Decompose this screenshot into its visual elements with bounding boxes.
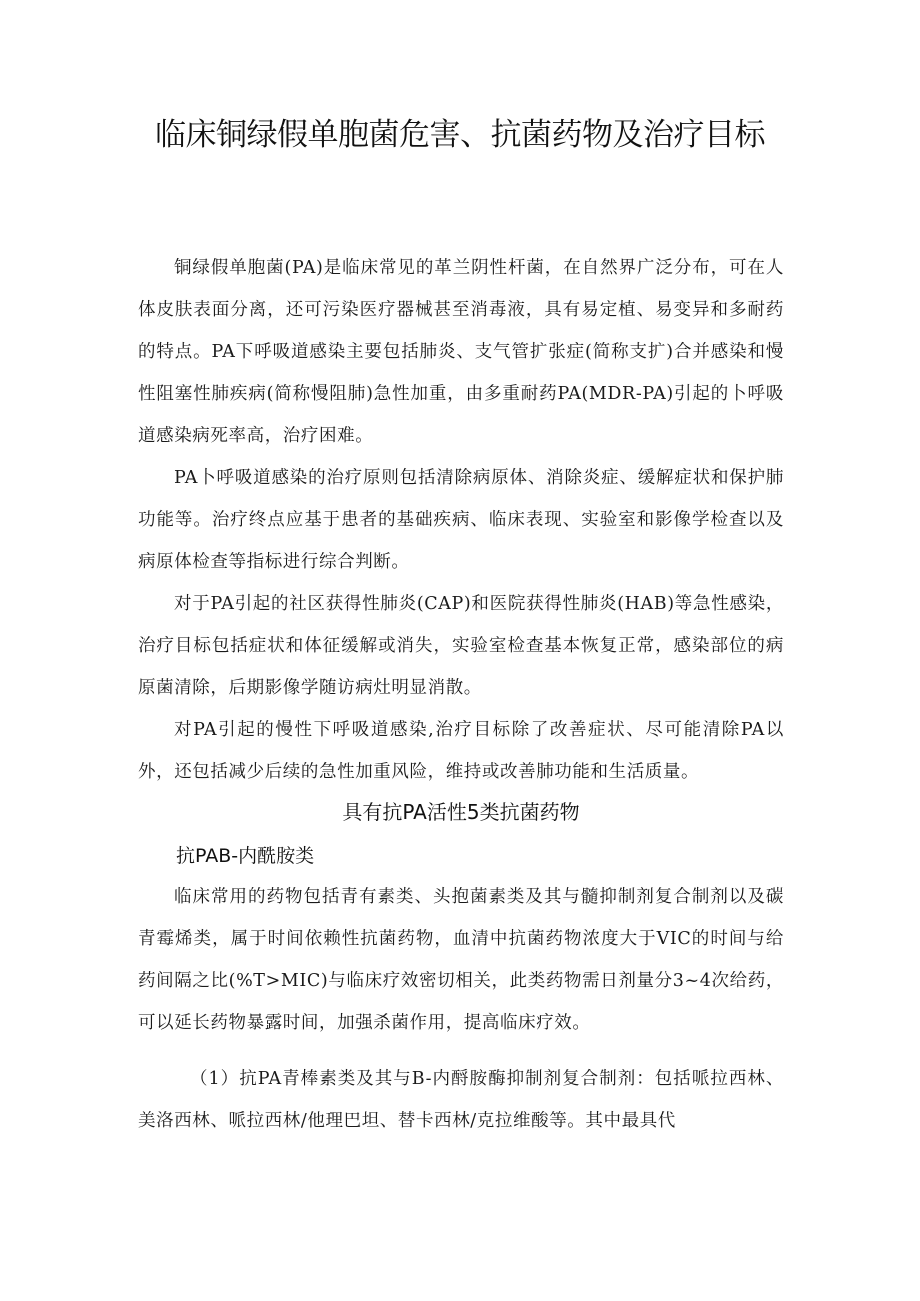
paragraph-chronic-infection-goals: 对PA引起的慢性下呼吸道感染,治疗目标除了改善症状、尽可能清除PA以外，还包括减少后续的急性加重风险，维持或改善肺功能和生活质量。 <box>138 720 784 782</box>
paragraph-penicillins: （1）抗PA青棒素类及其与B-内酹胺酶抑制剂复合制剂：包括哌拉西林、美洛西林、哌拉西林/他理巴坦、替卡西林/克拉维酸等。其中最具代 <box>138 1069 784 1131</box>
section-heading: 具有抗PA活性5类抗菌药物 <box>342 800 580 824</box>
subsection-heading: 抗PAB-内酰胺类 <box>176 845 315 867</box>
paragraph-acute-infection-goals: 对于PA引起的社区获得性肺炎(CAP)和医院获得性肺炎(HAB)等急性感染，治疗目标包括症状和体征缓解或消失，实验室检查基本恢复正常，感染部位的病原菌清除，后期影像学随访病灶明显消散。 <box>138 594 784 698</box>
paragraph-beta-lactams: 临床常用的药物包括青有素类、头抱菌素类及其与髓抑制剂复合制剂以及碳青霉烯类，属于时间依赖性抗菌药物，血清中抗菌药物浓度大于VIC的时间与给药间隔之比(%T>MIC)与临床疗效密切相关，此类药物需日剂量分3~4次给药，可以延长药物暴露时间，加强杀菌作用，提高临床疗效。 <box>138 887 784 1033</box>
document-title: 临床铜绿假单胞菌危害、抗菌药物及治疗目标 <box>155 117 765 153</box>
paragraph-treatment-principles: PA卜呼吸道感染的治疗原则包括清除病原体、消除炎症、缓解症状和保护肺功能等。治疗终点应基于患者的基础疾病、临床表现、实验室和影像学检查以及病原体检查等指标进行综合判断。 <box>138 468 784 572</box>
paragraph-intro: 铜绿假单胞菌(PA)是临床常见的革兰阴性杆菌，在自然界广泛分布，可在人体皮肤表面分离，还可污染医疗器械甚至消毒液，具有易定植、易变异和多耐药的特点。PA下呼吸道感染主要包括肺炎、支气管扩张症(简称支扩)合并感染和慢性阻塞性肺疾病(简称慢阻肺)急性加重，由多重耐药PA(MDR-PA)引起的卜呼吸道感染病死率高，治疗困难。 <box>138 258 784 446</box>
